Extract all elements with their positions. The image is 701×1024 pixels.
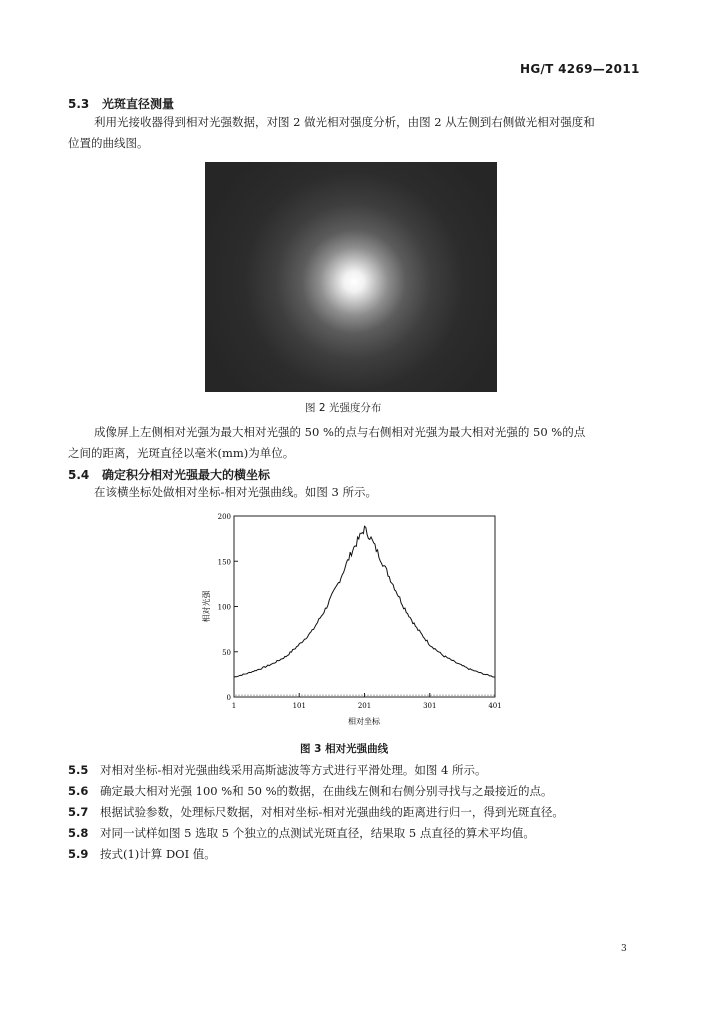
x-axis-label: 相对坐标: [348, 717, 380, 726]
section-number: 5.3: [68, 97, 90, 111]
x-tick-label: 401: [488, 702, 502, 710]
list-item: [68, 846, 216, 862]
x-tick-label: 101: [292, 702, 306, 710]
x-tick-label: 201: [357, 702, 372, 710]
plot-frame: [234, 516, 495, 697]
x-tick-label: 1: [231, 702, 237, 710]
section-title: 光斑直径测量: [102, 97, 175, 111]
paragraph-line: 之间的距离，光斑直径以毫米(mm)为单位。: [68, 446, 295, 460]
standard-number: HG/T 4269—2011: [520, 62, 640, 76]
section-title: 确定积分相对光强最大的横坐标: [102, 468, 271, 482]
paragraph-line: 位置的曲线图。: [68, 136, 149, 150]
section-5-3-heading: [68, 95, 174, 112]
paragraph-line: 利用光接收器得到相对光强数据，对图 2 做光相对强度分析，由图 2 从左侧到右侧做光相对强度和: [94, 115, 595, 129]
section-number: 5.4: [68, 468, 90, 482]
intensity-curve: [234, 526, 495, 677]
list-item: [68, 762, 487, 778]
list-item: [68, 804, 564, 820]
paragraph-line: 在该横坐标处做相对坐标-相对光强曲线。如图 3 所示。: [94, 485, 378, 499]
item-number: 5.8: [68, 826, 89, 840]
y-tick-label: 50: [222, 648, 231, 657]
item-number: 5.6: [68, 784, 89, 798]
item-text: 对相对坐标-相对光强曲线采用高斯滤波等方式进行平滑处理。如图 4 所示。: [100, 763, 487, 777]
y-tick-label: 200: [217, 513, 231, 521]
figure-3-caption: 图 3 相对光强曲线: [300, 743, 389, 755]
y-axis-label: 相对光强: [202, 590, 211, 623]
item-number: 5.9: [68, 847, 89, 861]
list-item: [68, 783, 553, 799]
item-text: 根据试验参数，处理标尺数据，对相对坐标-相对光强曲线的距离进行归一，得到光斑直径。: [100, 805, 564, 819]
item-number: 5.5: [68, 763, 89, 777]
page-number: 3: [621, 944, 627, 954]
y-tick-label: 0: [226, 694, 231, 702]
relative-intensity-chart: [195, 508, 505, 730]
figure-2-caption: 图 2 光强度分布: [305, 402, 382, 414]
y-tick-label: 100: [217, 603, 231, 612]
list-item: [68, 825, 535, 841]
section-5-4-heading: [68, 466, 270, 483]
item-text: 按式(1)计算 DOI 值。: [100, 847, 216, 861]
item-text: 对同一试样如图 5 选取 5 个独立的点测试光斑直径，结果取 5 点直径的算术平均值。: [100, 826, 535, 840]
x-tick-label: 301: [423, 702, 437, 710]
y-tick-label: 150: [217, 558, 231, 567]
item-text: 确定最大相对光强 100 %和 50 %的数据，在曲线左侧和右侧分别寻找与之最接近的点。: [100, 784, 553, 798]
paragraph-line: 成像屏上左侧相对光强为最大相对光强的 50 %的点与右侧相对光强为最大相对光强的 50 %的点: [94, 425, 586, 439]
light-intensity-distribution-image: [205, 162, 497, 392]
item-number: 5.7: [68, 805, 89, 819]
